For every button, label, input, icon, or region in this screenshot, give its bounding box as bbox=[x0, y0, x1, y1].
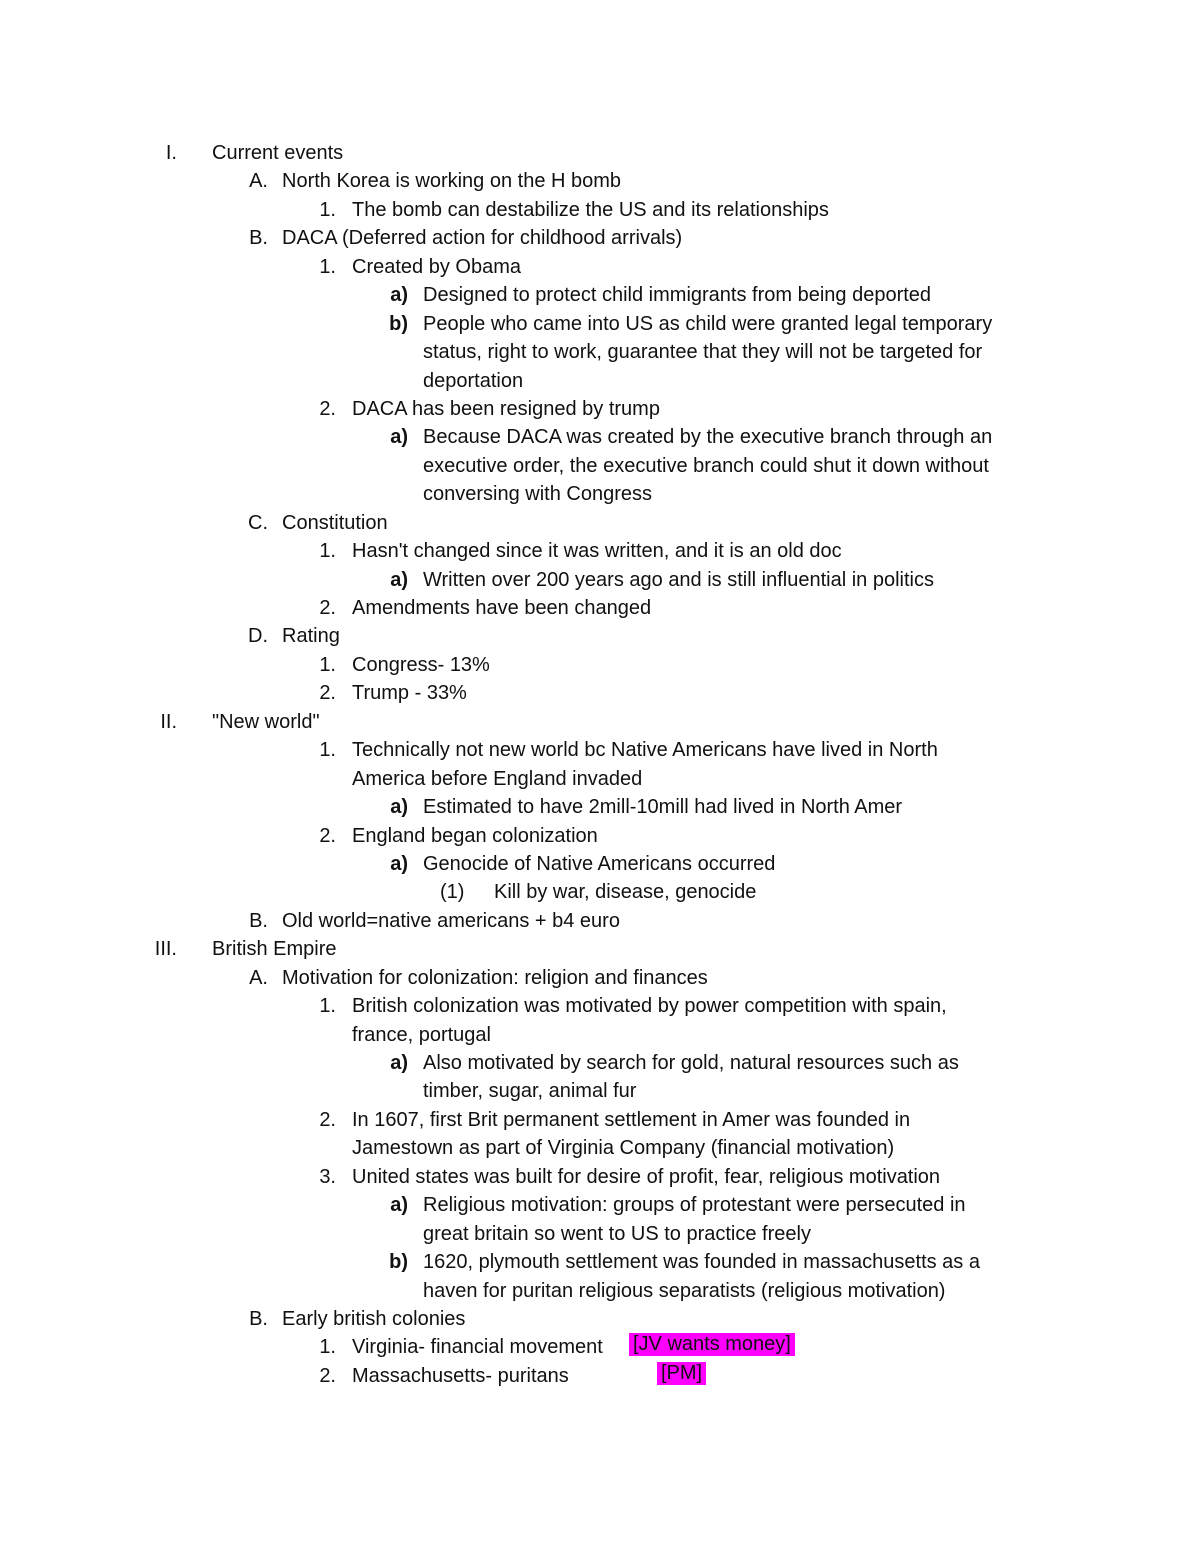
item-text: great britain so went to US to practice freely bbox=[423, 1222, 811, 1245]
item-text: Constitution bbox=[282, 511, 388, 534]
item-text: executive order, the executive branch could shut it down without bbox=[423, 454, 989, 477]
item-text: Hasn't changed since it was written, and it is an old doc bbox=[352, 540, 842, 563]
number-marker: 1. bbox=[319, 995, 336, 1018]
outline-item bbox=[0, 1248, 1200, 1276]
outline-item bbox=[0, 679, 1200, 707]
section-heading: British Empire bbox=[212, 938, 337, 961]
item-text: timber, sugar, animal fur bbox=[423, 1080, 637, 1103]
item-text: Designed to protect child immigrants from being deported bbox=[423, 284, 932, 307]
number-marker: 2. bbox=[319, 1108, 336, 1131]
outline-continuation bbox=[0, 1021, 1200, 1049]
highlighted-mnemonic: [JV wants money] bbox=[629, 1333, 795, 1356]
document-outline bbox=[0, 139, 1200, 1390]
outline-item bbox=[0, 310, 1200, 338]
item-text: People who came into US as child were granted legal temporary bbox=[423, 312, 993, 335]
outline-item bbox=[0, 736, 1200, 764]
number-marker: 2. bbox=[319, 1364, 336, 1387]
outline-item bbox=[0, 566, 1200, 594]
outline-item bbox=[0, 622, 1200, 650]
item-text: North Korea is working on the H bomb bbox=[282, 170, 622, 193]
item-text: Technically not new world bc Native Americans have lived in North bbox=[352, 739, 938, 762]
roman-marker: III. bbox=[154, 938, 177, 961]
item-text: England began colonization bbox=[352, 824, 598, 847]
item-text: Old world=native americans + b4 euro bbox=[282, 909, 620, 932]
sub-letter-marker: a) bbox=[390, 852, 408, 875]
outline-item bbox=[0, 651, 1200, 679]
item-text: conversing with Congress bbox=[423, 483, 652, 506]
number-marker: 2. bbox=[319, 824, 336, 847]
item-text: America before England invaded bbox=[352, 767, 643, 790]
outline-item bbox=[0, 850, 1200, 878]
outline-continuation bbox=[0, 1077, 1200, 1105]
item-text: 1620, plymouth settlement was founded in massachusetts as a bbox=[423, 1251, 980, 1274]
roman-marker: I. bbox=[165, 142, 177, 164]
outline-continuation bbox=[0, 1277, 1200, 1305]
sub-letter-marker: a) bbox=[390, 426, 408, 449]
item-text: Religious motivation: groups of protestant were persecuted in bbox=[423, 1194, 966, 1217]
number-marker: 2. bbox=[319, 682, 336, 705]
item-text: Trump - 33% bbox=[352, 682, 467, 705]
number-marker: 1. bbox=[319, 540, 336, 563]
paren-number-marker: (1) bbox=[440, 881, 465, 904]
item-text: Also motivated by search for gold, natural resources such as bbox=[423, 1052, 959, 1074]
outline-continuation bbox=[0, 765, 1200, 793]
highlighted-mnemonic: [PM] bbox=[657, 1362, 706, 1385]
item-text: Rating bbox=[282, 625, 340, 648]
sub-letter-marker: a) bbox=[390, 568, 408, 591]
outline-continuation bbox=[0, 480, 1200, 508]
outline-continuation bbox=[0, 338, 1200, 366]
outline-item bbox=[0, 1163, 1200, 1191]
sub-letter-marker: a) bbox=[390, 1194, 408, 1217]
number-marker: 2. bbox=[319, 597, 336, 619]
item-text: DACA (Deferred action for childhood arrivals) bbox=[282, 227, 683, 250]
number-marker: 1. bbox=[319, 255, 336, 278]
roman-marker: II. bbox=[160, 710, 177, 733]
letter-marker: A. bbox=[249, 966, 268, 989]
outline-item bbox=[0, 1191, 1200, 1219]
outline-item bbox=[0, 196, 1200, 224]
number-marker: 1. bbox=[319, 1336, 336, 1359]
sub-letter-marker: b) bbox=[389, 312, 408, 335]
item-text: Amendments have been changed bbox=[352, 597, 652, 619]
item-text: British colonization was motivated by power competition with spain, bbox=[352, 995, 947, 1018]
outline-item bbox=[0, 537, 1200, 565]
item-text: Early british colonies bbox=[282, 1307, 466, 1330]
outline-item bbox=[0, 1049, 1200, 1077]
letter-marker: B. bbox=[249, 909, 268, 932]
sub-letter-marker: a) bbox=[390, 796, 408, 819]
item-text: france, portugal bbox=[352, 1023, 491, 1046]
outline-item bbox=[0, 423, 1200, 451]
number-marker: 1. bbox=[319, 739, 336, 762]
item-text: deportation bbox=[423, 369, 524, 392]
item-text: Kill by war, disease, genocide bbox=[494, 881, 757, 904]
item-text: Motivation for colonization: religion and finances bbox=[282, 966, 708, 989]
item-text: Jamestown as part of Virginia Company (financial motivation) bbox=[352, 1137, 895, 1160]
item-text: Massachusetts- puritans bbox=[352, 1364, 569, 1387]
item-text: DACA has been resigned by trump bbox=[352, 397, 660, 420]
item-text: Created by Obama bbox=[352, 255, 521, 278]
outline-continuation bbox=[0, 1220, 1200, 1248]
letter-marker: D. bbox=[248, 625, 268, 648]
letter-marker: B. bbox=[249, 227, 268, 250]
item-text: Genocide of Native Americans occurred bbox=[423, 852, 776, 875]
outline-item bbox=[0, 167, 1200, 195]
number-marker: 1. bbox=[319, 653, 336, 676]
item-text: Congress- 13% bbox=[352, 653, 490, 676]
outline-item bbox=[0, 907, 1200, 935]
outline-item bbox=[0, 395, 1200, 423]
item-text: United states was built for desire of profit, fear, religious motivation bbox=[352, 1165, 941, 1188]
item-text: In 1607, first Brit permanent settlement in Amer was founded in bbox=[352, 1108, 911, 1131]
outline-continuation bbox=[0, 367, 1200, 395]
outline-continuation bbox=[0, 452, 1200, 480]
outline-item bbox=[0, 594, 1200, 622]
outline-item bbox=[0, 1362, 1200, 1390]
outline-item bbox=[0, 253, 1200, 281]
item-text: haven for puritan religious separatists (religious motivation) bbox=[423, 1279, 946, 1302]
outline-item bbox=[0, 1305, 1200, 1333]
sub-letter-marker: a) bbox=[390, 284, 408, 307]
outline-item bbox=[0, 793, 1200, 821]
section-heading: Current events bbox=[212, 142, 344, 164]
item-text: Virginia- financial movement bbox=[352, 1336, 603, 1359]
outline-item bbox=[0, 139, 1200, 167]
outline-continuation bbox=[0, 1134, 1200, 1162]
outline-item bbox=[0, 281, 1200, 309]
letter-marker: C. bbox=[248, 511, 268, 534]
outline-item bbox=[0, 992, 1200, 1020]
outline-item bbox=[0, 708, 1200, 736]
outline-item bbox=[0, 1106, 1200, 1134]
outline-item bbox=[0, 1333, 1200, 1361]
outline-item bbox=[0, 224, 1200, 252]
number-marker: 2. bbox=[319, 397, 336, 420]
sub-letter-marker: a) bbox=[390, 1052, 408, 1074]
item-text: The bomb can destabilize the US and its relationships bbox=[352, 198, 829, 221]
sub-letter-marker: b) bbox=[389, 1251, 408, 1274]
number-marker: 3. bbox=[319, 1165, 336, 1188]
item-text: Because DACA was created by the executive branch through an bbox=[423, 426, 993, 449]
outline-item bbox=[0, 822, 1200, 850]
section-heading: "New world" bbox=[212, 710, 320, 733]
item-text: status, right to work, guarantee that they will not be targeted for bbox=[423, 341, 983, 364]
outline-item bbox=[0, 509, 1200, 537]
letter-marker: A. bbox=[249, 170, 268, 193]
item-text: Estimated to have 2mill-10mill had lived in North Amer bbox=[423, 796, 903, 819]
outline-item bbox=[0, 935, 1200, 963]
letter-marker: B. bbox=[249, 1307, 268, 1330]
outline-item bbox=[0, 878, 1200, 906]
number-marker: 1. bbox=[319, 198, 336, 221]
outline-item bbox=[0, 964, 1200, 992]
item-text: Written over 200 years ago and is still influential in politics bbox=[423, 568, 934, 591]
